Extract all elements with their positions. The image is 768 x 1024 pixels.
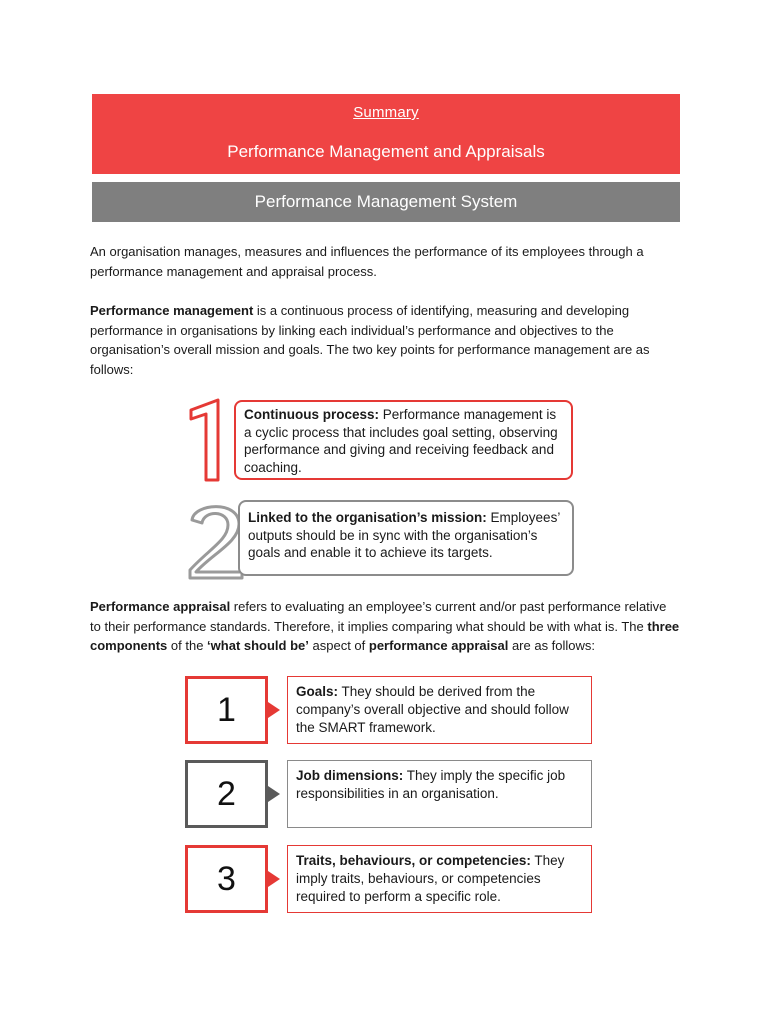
page-title: Performance Management and Appraisals	[227, 142, 545, 161]
pa-text: of the	[167, 638, 208, 653]
pa-term: Performance appraisal	[90, 599, 231, 614]
summary-label: Summary	[353, 104, 419, 121]
component-title: Goals:	[296, 684, 339, 699]
component-number-box: 3	[185, 845, 268, 913]
key-point-text: Employees’ outputs should be in sync with the organisation’s goals and enable it to achieve its targets.	[248, 510, 560, 560]
pa-bold: ‘what should be’	[207, 638, 309, 653]
pm-term: Performance management	[90, 303, 254, 318]
section-title: Performance Management System	[92, 182, 680, 222]
pa-text: aspect of	[308, 638, 369, 653]
component-title: Job dimensions:	[296, 768, 404, 783]
component-card-2	[287, 760, 592, 828]
component-number-box: 1	[185, 676, 268, 744]
arrow-right-icon	[268, 786, 280, 802]
key-point-title: Continuous process:	[244, 407, 380, 422]
arrow-right-icon	[268, 871, 280, 887]
component-title: Traits, behaviours, or competencies:	[296, 853, 531, 868]
component-card-1	[287, 676, 592, 744]
arrow-right-icon	[268, 702, 280, 718]
pm-text: is a continuous process of identifying, measuring and developing performance in organisations by linking each individual’s performance and objectives to the organisation’s overall mission and goals. The two key points for performance management are as follows:	[90, 303, 650, 377]
component-text: They imply the specific job responsibilities in an organisation.	[296, 768, 566, 801]
pa-paragraph	[90, 597, 680, 656]
component-text: They imply traits, behaviours, or competencies required to perform a specific role.	[296, 853, 565, 904]
component-text: They should be derived from the company’s overall objective and should follow the SMART framework.	[296, 684, 569, 735]
pa-bold: performance appraisal	[368, 638, 509, 653]
key-point-card-2	[238, 500, 574, 576]
key-point-title: Linked to the organisation’s mission:	[248, 510, 487, 525]
pa-text: refers to evaluating an employee’s current and/or past performance relative to their performance standards. Therefore, it implies comparing what should be with what is. The	[90, 599, 667, 634]
header-banner	[92, 94, 680, 174]
key-point-text: Performance management is a cyclic process that includes goal setting, observing performance and giving and receiving feedback and coaching.	[244, 407, 558, 475]
component-card-3	[287, 845, 592, 913]
intro-paragraph: An organisation manages, measures and influences the performance of its employees through a performance management and appraisal process.	[90, 244, 644, 279]
pa-bold: three components	[90, 618, 680, 653]
component-number-box: 2	[185, 760, 268, 828]
key-point-card-1	[234, 400, 573, 480]
pa-text: are as follows:	[508, 638, 596, 653]
pm-paragraph	[90, 301, 680, 379]
